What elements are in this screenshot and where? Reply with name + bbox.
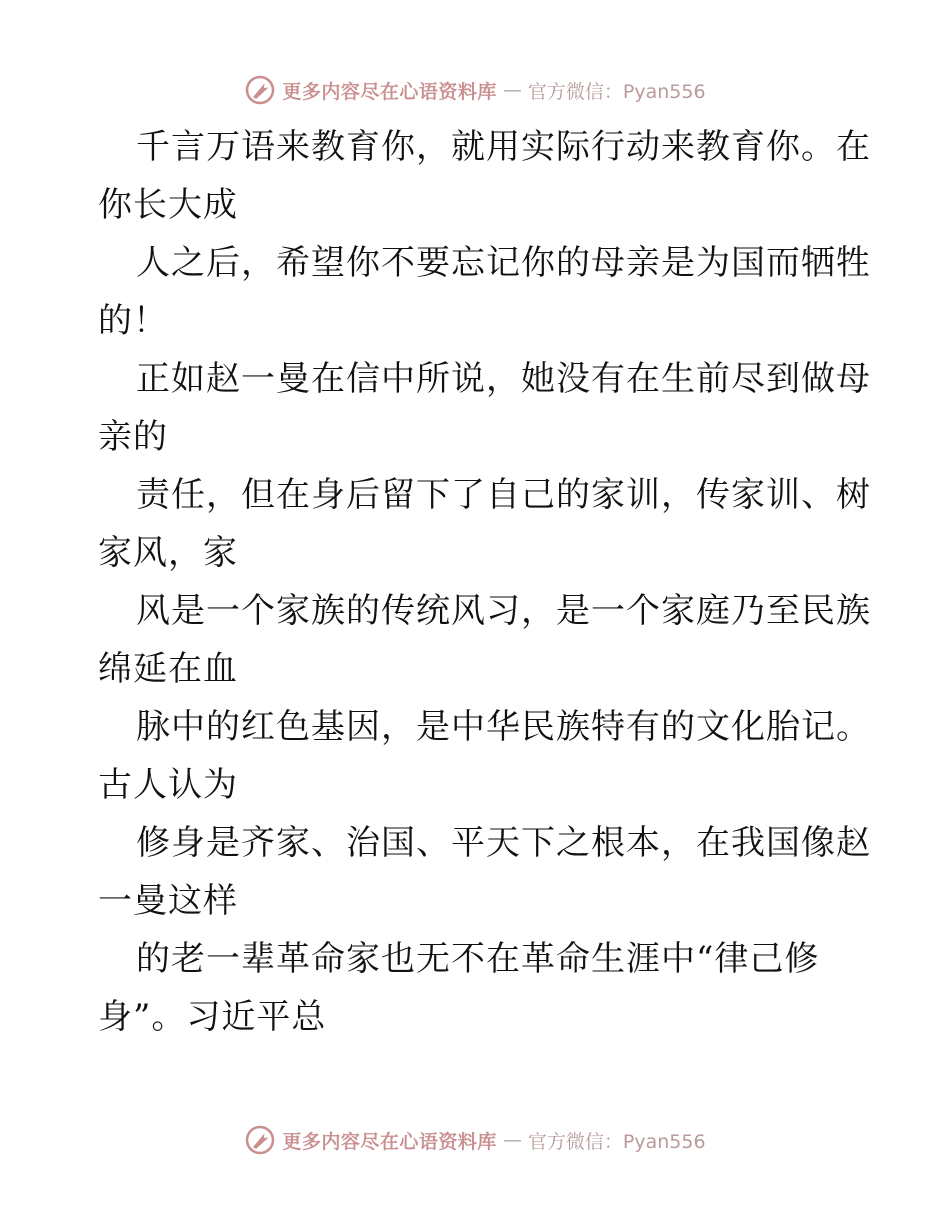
header-watermark bbox=[0, 70, 950, 110]
text-line: 的！ bbox=[98, 301, 168, 341]
text-line: 绵延在血 bbox=[98, 649, 238, 689]
text-line: 你长大成 bbox=[98, 185, 238, 225]
text-line: 脉中的红色基因，是中华民族特有的文化胎记。 bbox=[136, 707, 871, 747]
text-line: 风是一个家族的传统风习，是一个家庭乃至民族 bbox=[136, 591, 871, 631]
watermark-wechat-text: 官方微信：Pyan556 bbox=[527, 1130, 706, 1153]
text-line: 身”。习近平总 bbox=[98, 997, 327, 1037]
watermark-wechat-text: 官方微信：Pyan556 bbox=[527, 80, 706, 103]
pen-nib-logo-icon bbox=[244, 74, 276, 106]
body-text bbox=[98, 118, 871, 1046]
text-line: 正如赵一曼在信中所说，她没有在生前尽到做母 bbox=[136, 359, 871, 399]
text-line: 千言万语来教育你，就用实际行动来教育你。在 bbox=[136, 127, 871, 167]
text-line: 家风，家 bbox=[98, 533, 238, 573]
watermark-site-text: 更多内容尽在心语资料库 bbox=[282, 1130, 497, 1153]
text-line: 一曼这样 bbox=[98, 881, 238, 921]
footer-watermark bbox=[0, 1120, 950, 1160]
text-line: 修身是齐家、治国、平天下之根本，在我国像赵 bbox=[136, 823, 871, 863]
text-line: 人之后，希望你不要忘记你的母亲是为国而牺牲 bbox=[136, 243, 871, 283]
watermark-separator: — bbox=[502, 79, 522, 101]
watermark-separator: — bbox=[502, 1129, 522, 1151]
text-line: 亲的 bbox=[98, 417, 168, 457]
text-line: 古人认为 bbox=[98, 765, 238, 805]
text-line: 的老一辈革命家也无不在革命生涯中“律己修 bbox=[136, 939, 820, 979]
watermark-site-text: 更多内容尽在心语资料库 bbox=[282, 80, 497, 103]
text-line: 责任，但在身后留下了自己的家训，传家训、树 bbox=[136, 475, 871, 515]
pen-nib-logo-icon bbox=[244, 1124, 276, 1156]
